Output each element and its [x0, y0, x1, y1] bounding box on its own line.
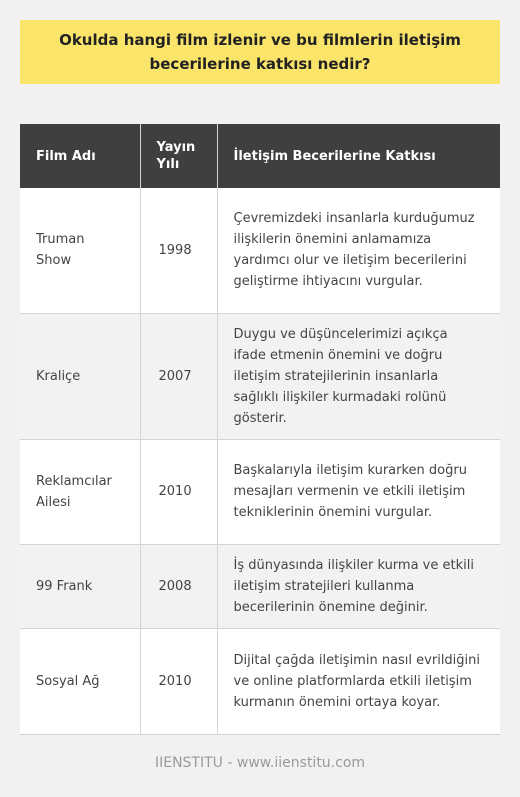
- release-year-cell: 2007: [140, 313, 217, 439]
- film-name-cell: Kraliçe: [20, 313, 140, 439]
- film-name-cell: Sosyal Ağ: [20, 628, 140, 734]
- table-header-row: [20, 124, 500, 188]
- table-row: [20, 439, 500, 544]
- release-year-cell: 2010: [140, 439, 217, 544]
- film-name-cell: 99 Frank: [20, 544, 140, 628]
- table-row: [20, 628, 500, 734]
- film-name-cell: Truman Show: [20, 188, 140, 313]
- film-name-cell: Reklamcılar Ailesi: [20, 439, 140, 544]
- table-row: [20, 188, 500, 313]
- contribution-cell: Duygu ve düşüncelerimizi açıkça ifade etmenin önemini ve doğru iletişim stratejilerinin insanlarla sağlıklı ilişkiler kurmadaki rolünü gösterir.: [217, 313, 500, 439]
- footer-credit: IIENSTITU - www.iienstitu.com: [154, 755, 366, 771]
- contribution-cell: İş dünyasında ilişkiler kurma ve etkili iletişim stratejileri kullanma becerilerinin önemine değinir.: [217, 544, 500, 628]
- column-header-film-name: Film Adı: [20, 124, 140, 188]
- contribution-cell: Çevremizdeki insanlarla kurduğumuz ilişkilerin önemini anlamamıza yardımcı olur ve iletişim becerilerini geliştirme ihtiyacını vurgular.: [217, 188, 500, 313]
- films-table: [20, 124, 500, 735]
- question-banner: [20, 20, 500, 84]
- contribution-cell: Başkalarıyla iletişim kurarken doğru mesajları vermenin ve etkili iletişim tekniklerinin önemini vurgular.: [217, 439, 500, 544]
- column-header-contribution: İletişim Becerilerine Katkısı: [217, 124, 500, 188]
- table-row: [20, 313, 500, 439]
- column-header-release-year: Yayın Yılı: [140, 124, 217, 188]
- page-title: Okulda hangi film izlenir ve bu filmlerin iletişim becerilerine katkısı nedir?: [59, 31, 461, 73]
- contribution-cell: Dijital çağda iletişimin nasıl evrildiğini ve online platformlarda etkili iletişim kurmanın önemini ortaya koyar.: [217, 628, 500, 734]
- table-row: [20, 544, 500, 628]
- release-year-cell: 2008: [140, 544, 217, 628]
- release-year-cell: 2010: [140, 628, 217, 734]
- release-year-cell: 1998: [140, 188, 217, 313]
